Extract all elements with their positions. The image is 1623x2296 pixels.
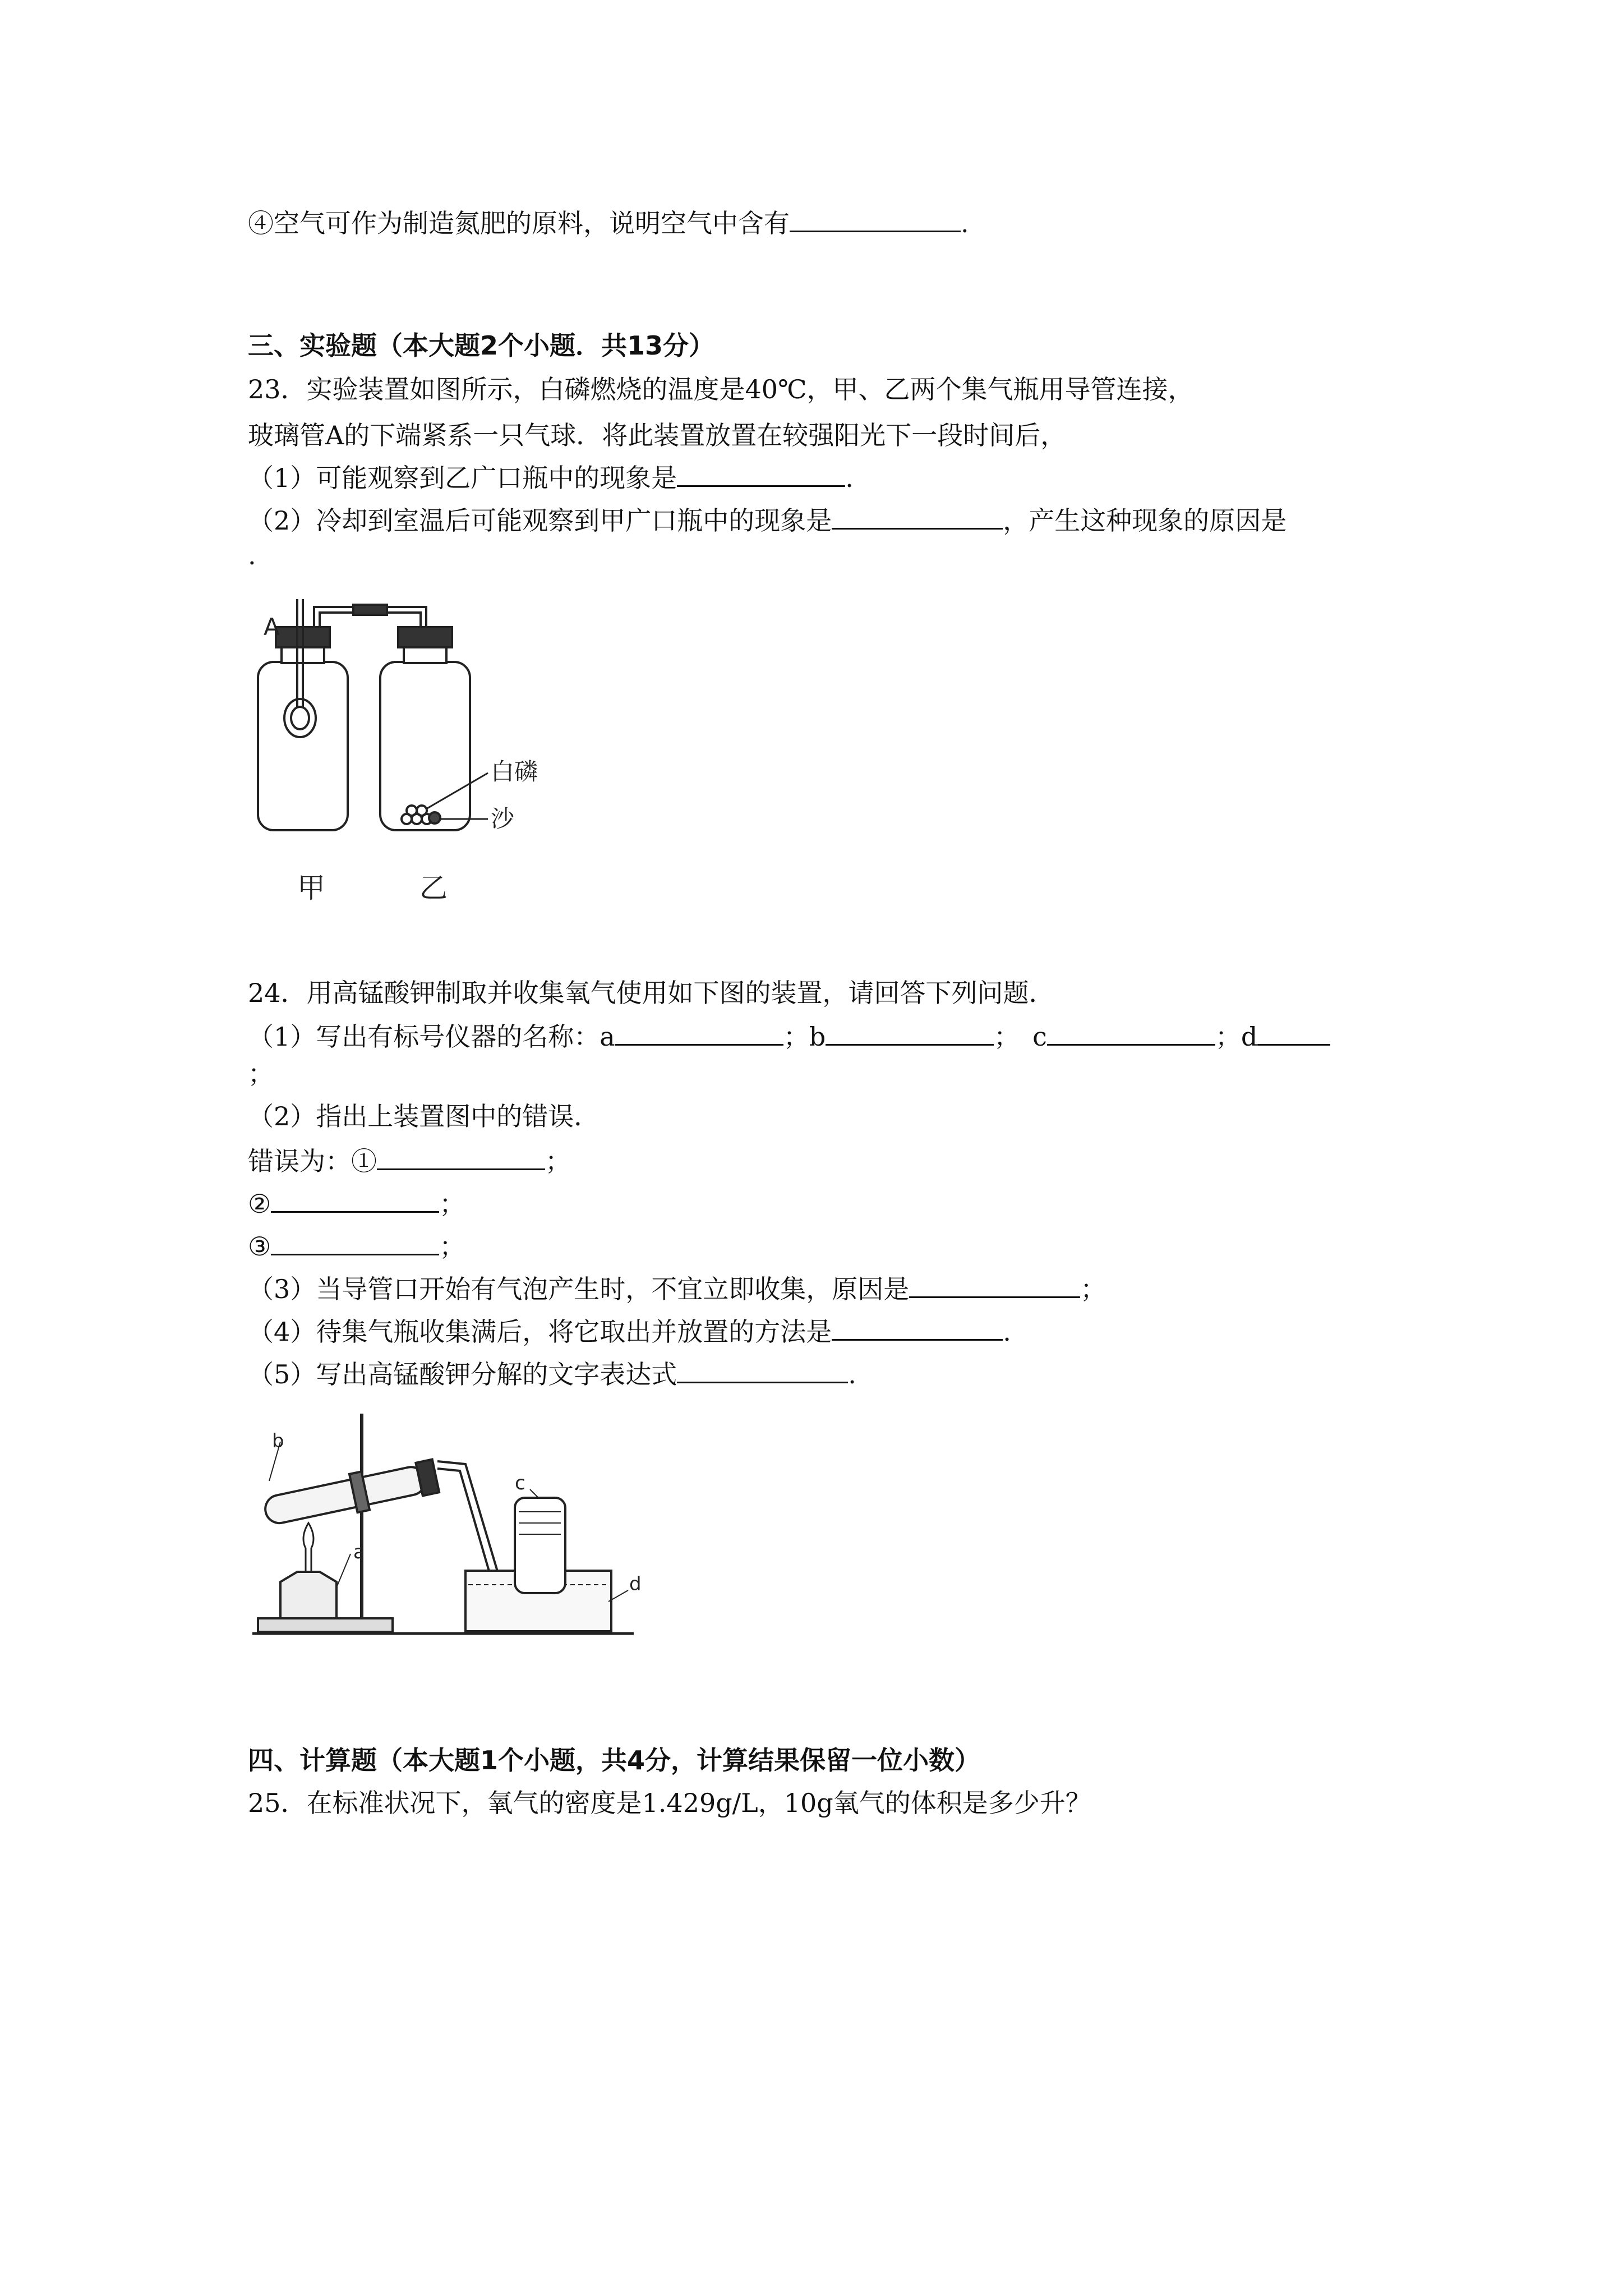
stand-base: [258, 1618, 393, 1632]
q24-err2: ② ；: [248, 1189, 465, 1219]
q24-sub1-wrap: ；: [248, 1059, 274, 1089]
alcohol-lamp: [280, 1572, 336, 1618]
label-c: c: [515, 1472, 525, 1494]
q24-line1: 24．用高锰酸钾制取并收集氧气使用如下图的装置，请回答下列问题．: [248, 978, 1055, 1008]
q24-err1: 错误为：① ；: [248, 1146, 571, 1176]
stopper-yi: [398, 627, 452, 647]
label-yi: 乙: [419, 872, 448, 904]
q23-sub2-tail: .: [248, 540, 256, 570]
answer-blank[interactable]: [832, 1317, 1003, 1341]
answer-blank-a[interactable]: [615, 1022, 783, 1046]
q24-sub3: （3）当导管口开始有气泡产生时，不宜立即收集，原因是 ；: [248, 1274, 1106, 1304]
answer-blank-b[interactable]: [826, 1022, 994, 1046]
answer-blank-d[interactable]: [1257, 1022, 1330, 1046]
label-jia: 甲: [297, 872, 325, 904]
answer-blank[interactable]: [677, 463, 845, 487]
q23-line2: 玻璃管A的下端紧系一只气球．将此装置放置在较强阳光下一段时间后，: [248, 420, 1067, 450]
section3-heading: 三、实验题（本大题2个小题．共13分）: [248, 330, 715, 361]
answer-blank[interactable]: [377, 1146, 545, 1170]
q23-sub2: （2）冷却到室温后可能观察到甲广口瓶中的现象是 ，产生这种现象的原因是: [248, 505, 1287, 536]
q25-text: 25．在标准状况下，氧气的密度是1.429g/L，10g氧气的体积是多少升？: [248, 1788, 1091, 1818]
q23-apparatus-figure: [241, 595, 555, 920]
test-tube: [263, 1465, 428, 1526]
section4-heading: 四、计算题（本大题1个小题，共4分，计算结果保留一位小数）: [248, 1745, 981, 1775]
q23-line1: 23．实验装置如图所示，白磷燃烧的温度是40℃，甲、乙两个集气瓶用导管连接，: [248, 374, 1194, 404]
label-b: b: [272, 1430, 284, 1452]
answer-blank[interactable]: [271, 1231, 439, 1255]
answer-blank[interactable]: [790, 208, 961, 232]
label-A: A: [264, 613, 280, 641]
q23-sub1: （1）可能观察到乙广口瓶中的现象是 .: [248, 463, 854, 493]
q24-sub1: （1）写出有标号仪器的名称：a ；b ； c ；d: [248, 1020, 1330, 1053]
label-sand: 沙: [491, 805, 515, 832]
answer-blank[interactable]: [909, 1274, 1080, 1298]
balloon: [284, 699, 316, 737]
answer-blank[interactable]: [832, 505, 1003, 530]
q24-apparatus-figure: [247, 1408, 651, 1649]
q24-sub5: （5）写出高锰酸钾分解的文字表达式 .: [248, 1359, 856, 1389]
q24-sub2: （2）指出上装置图中的错误．: [248, 1101, 600, 1131]
q22-item4: ④空气可作为制造氮肥的原料，说明空气中含有 .: [248, 208, 969, 238]
label-a: a: [353, 1541, 365, 1563]
q22-item4-text: ④空气可作为制造氮肥的原料，说明空气中含有: [248, 208, 790, 238]
jar-yi: [380, 662, 470, 830]
answer-blank-c[interactable]: [1047, 1022, 1215, 1046]
q24-err3: ③ ；: [248, 1231, 465, 1262]
label-d: d: [629, 1573, 642, 1595]
q24-sub4: （4）待集气瓶收集满后，将它取出并放置的方法是 .: [248, 1317, 1011, 1347]
answer-blank[interactable]: [677, 1359, 848, 1383]
answer-blank[interactable]: [271, 1189, 439, 1213]
label-white-phosphorus: 白磷: [491, 758, 538, 785]
